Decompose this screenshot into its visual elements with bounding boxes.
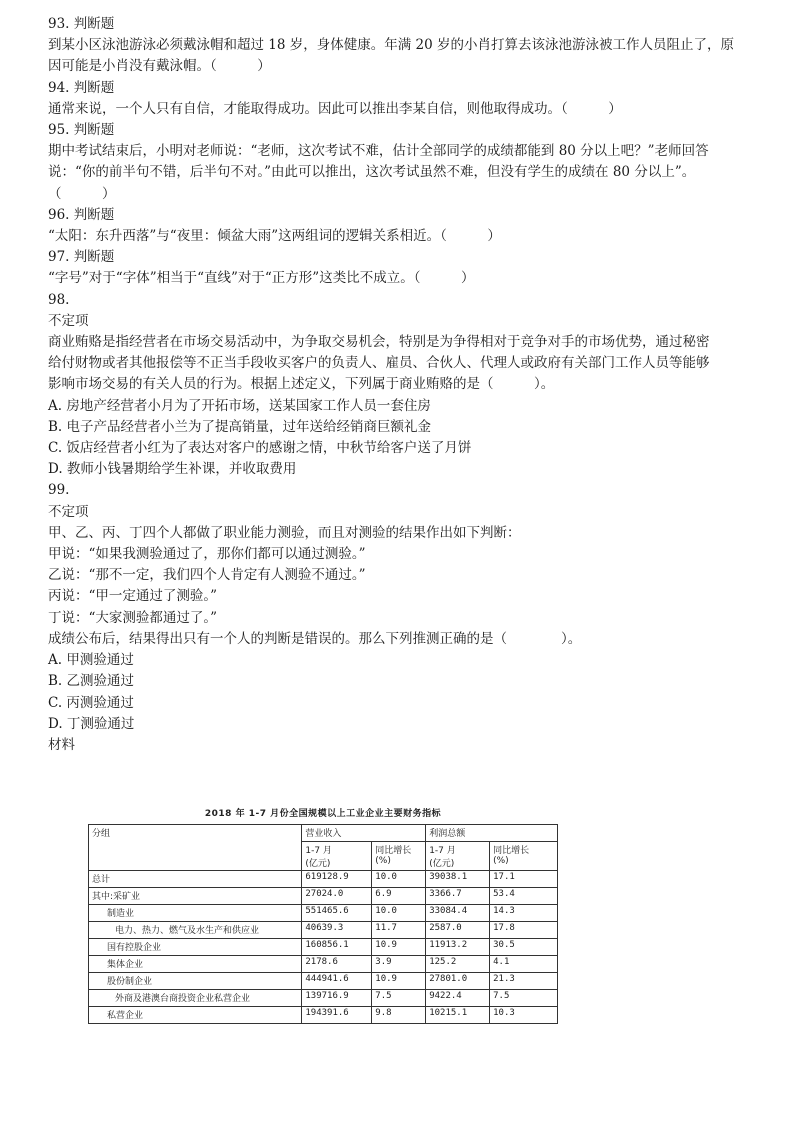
- table-row: [89, 905, 558, 922]
- profit-growth-cell: 53.4: [490, 888, 558, 905]
- profit-value-cell: 125.2: [426, 956, 490, 973]
- revenue-growth-cell: 10.0: [372, 905, 426, 922]
- table-row: [89, 1007, 558, 1024]
- table-row: [89, 871, 558, 888]
- revenue-value-cell: 619128.9: [302, 871, 372, 888]
- profit-growth-cell: 30.5: [490, 939, 558, 956]
- revenue-value-cell: 2178.6: [302, 956, 372, 973]
- profit-growth-cell: 4.1: [490, 956, 558, 973]
- financial-table: [88, 824, 558, 1024]
- q94-title: 94. 判断题: [48, 79, 115, 96]
- q98-text-line2: 给付财物或者其他报偿等不正当手段收买客户的负责人、雇员、合伙人、代理人或政府有关部门工作人员等能够: [48, 355, 710, 372]
- q98-number: 98.: [48, 291, 70, 308]
- table-header-row-1: [89, 825, 558, 842]
- q94-text: 通常来说，一个人只有自信，才能取得成功。因此可以推出李某自信，则他取得成功。（ ）: [48, 100, 622, 117]
- profit-growth-cell: 17.1: [490, 871, 558, 888]
- q99-number: 99.: [48, 482, 70, 499]
- q98-text-line1: 商业贿赂是指经营者在市场交易活动中，为争取交易机会，特别是为争得相对于竞争对手的市场优势，通过秘密: [48, 334, 710, 351]
- row-name-cell: 私营企业: [89, 1007, 302, 1024]
- q99-statement-jia: 甲说：“如果我测验通过了，那你们都可以通过测验。”: [48, 546, 366, 563]
- q98-option-c: C. 饭店经营者小红为了表达对客户的感谢之情，中秋节给客户送了月饼: [48, 440, 472, 457]
- q96-title: 96. 判断题: [48, 206, 115, 223]
- q99-option-b: B. 乙测验通过: [48, 673, 135, 690]
- revenue-value-cell: 139716.9: [302, 990, 372, 1007]
- financial-table-figure: [88, 806, 558, 1024]
- q99-statement-bing: 丙说：“甲一定通过了测验。”: [48, 588, 218, 605]
- profit-growth-cell: 14.3: [490, 905, 558, 922]
- q97-text: “字号”对于“字体”相当于“直线”对于“正方形”这类比不成立。（ ）: [48, 270, 475, 287]
- table-row: [89, 990, 558, 1007]
- profit-value-cell: 27801.0: [426, 973, 490, 990]
- q98-option-a: A. 房地产经营者小月为了开拓市场，送某国家工作人员一套住房: [48, 397, 431, 414]
- row-name-cell: 外商及港澳台商投资企业私营企业: [89, 990, 302, 1007]
- q98-option-b: B. 电子产品经营者小兰为了提高销量，过年送给经销商巨额礼金: [48, 418, 432, 435]
- header-profit-growth: 同比增长 (%): [490, 842, 558, 871]
- q99-option-d: D. 丁测验通过: [48, 715, 135, 732]
- table-row: [89, 922, 558, 939]
- revenue-growth-cell: 9.8: [372, 1007, 426, 1024]
- profit-value-cell: 33084.4: [426, 905, 490, 922]
- profit-growth-cell: 10.3: [490, 1007, 558, 1024]
- q98-option-d: D. 教师小钱暑期给学生补课，并收取费用: [48, 461, 297, 478]
- header-profit: 利润总额: [426, 825, 558, 842]
- q99-statement-yi: 乙说：“那不一定，我们四个人肯定有人测验不通过。”: [48, 567, 366, 584]
- revenue-value-cell: 40639.3: [302, 922, 372, 939]
- q99-type: 不定项: [48, 503, 89, 520]
- profit-value-cell: 10215.1: [426, 1007, 490, 1024]
- profit-growth-cell: 17.8: [490, 922, 558, 939]
- q99-text: 甲、乙、丙、丁四个人都做了职业能力测验，而且对测验的结果作出如下判断：: [48, 524, 521, 541]
- header-revenue-value: 1-7 月 (亿元): [302, 842, 372, 871]
- row-name-cell: 总计: [89, 871, 302, 888]
- revenue-value-cell: 160856.1: [302, 939, 372, 956]
- q98-type: 不定项: [48, 312, 89, 329]
- document-body: [48, 14, 760, 756]
- header-group: 分组: [89, 825, 302, 871]
- revenue-growth-cell: 10.9: [372, 973, 426, 990]
- q99-option-a: A. 甲测验通过: [48, 652, 134, 669]
- table-row: [89, 956, 558, 973]
- q95-title: 95. 判断题: [48, 122, 115, 139]
- q97-title: 97. 判断题: [48, 249, 115, 266]
- row-name-cell: 集体企业: [89, 956, 302, 973]
- profit-value-cell: 2587.0: [426, 922, 490, 939]
- revenue-value-cell: 551465.6: [302, 905, 372, 922]
- table-row: [89, 888, 558, 905]
- header-profit-value: 1-7 月 (亿元): [426, 842, 490, 871]
- profit-value-cell: 3366.7: [426, 888, 490, 905]
- profit-value-cell: 9422.4: [426, 990, 490, 1007]
- row-name-cell: 其中:采矿业: [89, 888, 302, 905]
- revenue-growth-cell: 6.9: [372, 888, 426, 905]
- revenue-growth-cell: 10.0: [372, 871, 426, 888]
- revenue-growth-cell: 10.9: [372, 939, 426, 956]
- profit-growth-cell: 7.5: [490, 990, 558, 1007]
- row-name-cell: 电力、热力、燃气及水生产和供应业: [89, 922, 302, 939]
- revenue-growth-cell: 7.5: [372, 990, 426, 1007]
- table-row: [89, 939, 558, 956]
- q93-text-line1: 到某小区泳池游泳必须戴泳帽和超过 18 岁，身体健康。年满 20 岁的小肖打算去该泳池游泳被工作人员阻止了，原: [48, 37, 735, 54]
- q95-text-line2: 说：“你的前半句不错，后半句不对。”由此可以推出，这次考试虽然不难，但没有学生的成绩在 80 分以上”。: [48, 164, 696, 181]
- table-row: [89, 973, 558, 990]
- table-title: 2018 年 1-7 月份全国规模以上工业企业主要财务指标: [204, 809, 442, 819]
- profit-value-cell: 11913.2: [426, 939, 490, 956]
- revenue-value-cell: 194391.6: [302, 1007, 372, 1024]
- q99-statement-ding: 丁说：“大家测验都通过了。”: [48, 609, 218, 626]
- profit-value-cell: 39038.1: [426, 871, 490, 888]
- profit-growth-cell: 21.3: [490, 973, 558, 990]
- q96-text: “太阳：东升西落”与“夜里：倾盆大雨”这两组词的逻辑关系相近。（ ）: [48, 228, 501, 245]
- q99-option-c: C. 丙测验通过: [48, 694, 134, 711]
- q93-text-line2: 因可能是小肖没有戴泳帽。（ ）: [48, 58, 271, 75]
- revenue-growth-cell: 11.7: [372, 922, 426, 939]
- row-name-cell: 股份制企业: [89, 973, 302, 990]
- revenue-growth-cell: 3.9: [372, 956, 426, 973]
- header-revenue-growth: 同比增长 (%): [372, 842, 426, 871]
- q95-text-line1: 期中考试结束后，小明对老师说：“老师，这次考试不难，估计全部同学的成绩都能到 80 分以上吧？”老师回答: [48, 143, 709, 160]
- material-label: 材料: [48, 736, 75, 753]
- row-name-cell: 国有控股企业: [89, 939, 302, 956]
- header-revenue: 营业收入: [302, 825, 426, 842]
- q99-question: 成绩公布后，结果得出只有一个人的判断是错误的。那么下列推测正确的是（ ）。: [48, 630, 582, 647]
- q98-text-line3: 影响市场交易的有关人员的行为。根据上述定义，下列属于商业贿赂的是（ ）。: [48, 376, 555, 393]
- revenue-value-cell: 27024.0: [302, 888, 372, 905]
- revenue-value-cell: 444941.6: [302, 973, 372, 990]
- q93-title: 93. 判断题: [48, 16, 115, 32]
- row-name-cell: 制造业: [89, 905, 302, 922]
- q95-answer-blank: （ ）: [48, 185, 116, 202]
